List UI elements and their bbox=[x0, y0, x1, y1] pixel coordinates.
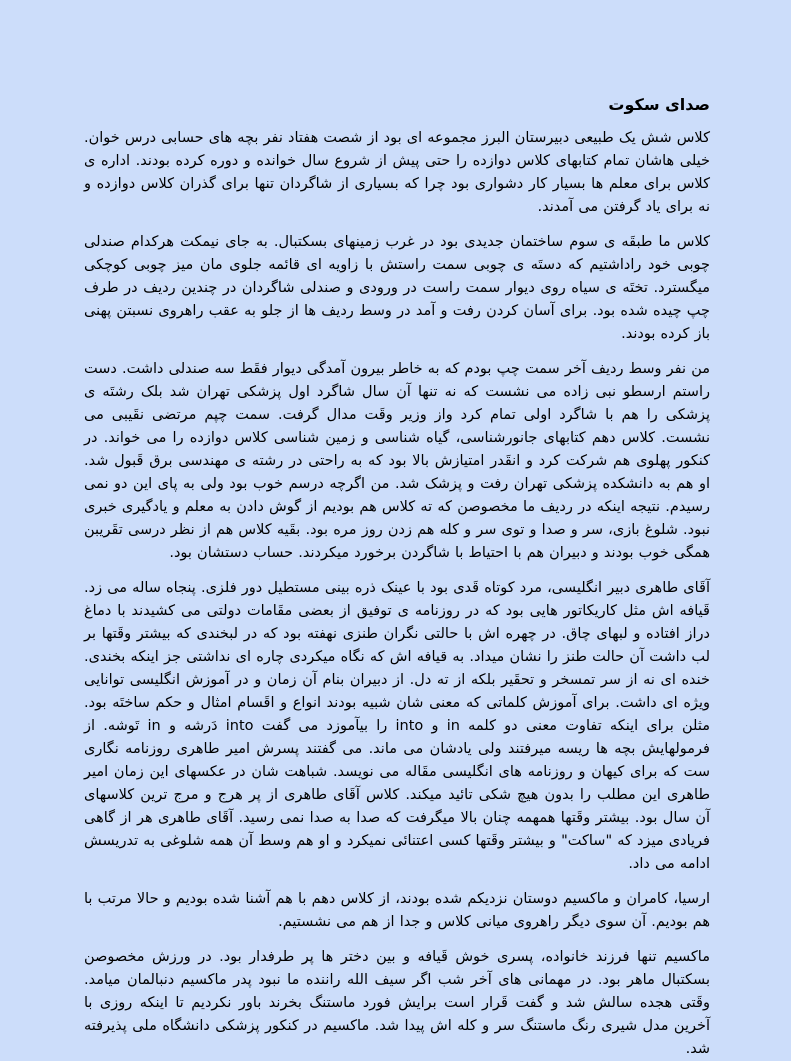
paragraph-maxim: ماکسیم تنها فرزند خانواده، پسری خوش قَیافه و بین دختر ها پر طرفدار بود. در ورزش مخصوصن بسکتبال ماهر بود. در مهمانی های آخر شب اگر سیف الله راننده ما نبود پدر ماکسیم دنبالمان میامد. وقَتی هجده سالش شد و گفت قَرار است برایش فورد ماستنگ بخرند باور نکردیم تا اینکه روزی با آخرین مدل شیری رنگ ماستنگ سر و کله اش پیدا شد. ماکسیم در کنکور پزشکی دانشگاه ملی پذیرفته شد. bbox=[84, 949, 710, 1057]
paragraph-seating-classmates: من نفر وسط ردیف آخر سمت چپ بودم که به خاطر بیرون آمدگی دیوار فقَط سه صندلی داشت. دست راستم ارسطو نبی زاده می نشست که نه تنها آن سال شاگرد اول پزشکی تهران شد بلک رشتَه ی پزشکی را هم با شاگرد اولی تمام کرد واز وزیر وقَت مدال گرفت. سمت چپم مرتضی نقَیبی می نشست. کلاس دهم کتابهای جانورشناسی، گیاه شناسی و زمین شناسی کلاس دوازده را می خواند. در کنکور پهلوی هم شرکت کرد و انقَدر امتیازش بالا بود که به راحتی در رشته ی مهندسی برق قَبول شد. او هم به دانشکده پزشکی تهران رفت و پزشک شد. من اگرچه درسم خوب بود ولی به پای این دو نمی رسیدم. نتیجه اینکه در ردیف ما مخصوصن که ته کلاس هم بودیم از گوش دادن به معلم و یادگیری خبری نبود. شلوغ بازی، سر و صدا و توی سر و کله هم زدن روز مره بود. بقَیه کلاس هم از نظر درسی تقَریبن همگی خوب بودند و دبیران هم با احتیاط با شاگردن برخورد میکردند. حساب دستشان بود. bbox=[84, 361, 710, 561]
paragraph-english-teacher: آقَای طاهری دبیر انگلیسی، مرد کوتاه قَدی بود با عینک ذره بینی مستطیل دور فلزی. پنجاه ساله می زد. قَیافه اش مثل کاریکاتور هایی بود که در روزنامه ی توفیق از بعضی مقَامات دولتی می کشیدند با دماغ دراز افتاده و لبهای چاق. در چهره اش با حالتی نگران طنزی نهفته بود که در لبخندی که بیشتر وقَتها بر لب داشت آن حالت طنز را نشان میداد. به قیافه اش که نگاه میکردی چاره ای نداشتی جز اینکه بخندی. خنده ای نه از سر تمسخر و تحقَیر بلکه از ته دل. از دبیران بنام آن زمان و در آموزش انگلیسی توانایی ویژه ای داشت. برای آموزش کلماتی که معنی شان شبیه بودند انواع و اقَسام امثال و حکم ساختَه بود. مثلن برای اینکه تفاوت معنی دو کلمه in و into را بیآموزد می گفت into دَرشه و in تَوشه. از فرمولهایش بچه ها ریسه میرفتند ولی یادشان می ماند. می گفتند پسرش امیر طاهری روزنامه نگاری ست که برای کیهان و روزنامه های انگلیسی مقَاله می نویسد. شباهت شان در عکسهای این زمان امیر طاهری این مطلب را بدون هیچ شکی تائید میکند. کلاس آقَای طاهری از پر هرج و مرج ترین کلاسهای آن سال بود. بیشتر وقَتها همهمه چنان بالا میگرفت که صدا به صدا نمی رسید. آقَای طاهری هر از گاهی فریادی میزد که "ساکت" و بیشتر وقَتها کسی اعتنائی نمیکرد و او هم وسط آن همه شلوغی به تدریسش ادامه می داد. bbox=[84, 580, 710, 872]
paragraph-class-intro: کلاس شش یک طبیعی دبیرستان البرز مجموعه ای بود از شصت هفتاد نفر بچه های حسابی درس خوان. خیلی هاشان تمام کتابهای کلاس دوازده را حتی پیش از شروع سال خوانده و دوره کرده بودند. اداره ی کلاس برای معلم ها بسیار کار دشواری بود چرا که بسیاری از شاگردان تنها برای گذران کلاس دوازده و نه برای یاد گرفتن می آمدند. bbox=[84, 130, 710, 215]
document-title: صدای سکوت bbox=[608, 95, 710, 114]
paragraph-friends: ارسیا، کامران و ماکسیم دوستان نزدیکم شده بودند، از کلاس دهم با هم آشنا شده بودیم و حالا مرتب با هم بودیم. آن سوی دیگر راهروی میانی کلاس و جدا از هم می نشستیم. bbox=[84, 891, 710, 930]
paragraph-classroom-layout: کلاس ما طبقَه ی سوم ساختمان جدیدی بود در غرب زمینهای بسکتبال. به جای نیمکت هرکدام صندلی چوبی خود راداشتیم که دستَه ی چوبی سمت راستش با زاویه ای قائمه جلوی مان میز چوبی کوچکی میگسترد. تختَه ی سیاه روی دیوار سمت راست در ورودی و صندلی شاگردان در چندین ردیف در طرف چپ چیده شده بود. برای آسان کردن رفت و آمد در وسط ردیف ها از جلو به عقب راهروی نسبتن پهنی باز کرده بودند. bbox=[84, 234, 710, 342]
